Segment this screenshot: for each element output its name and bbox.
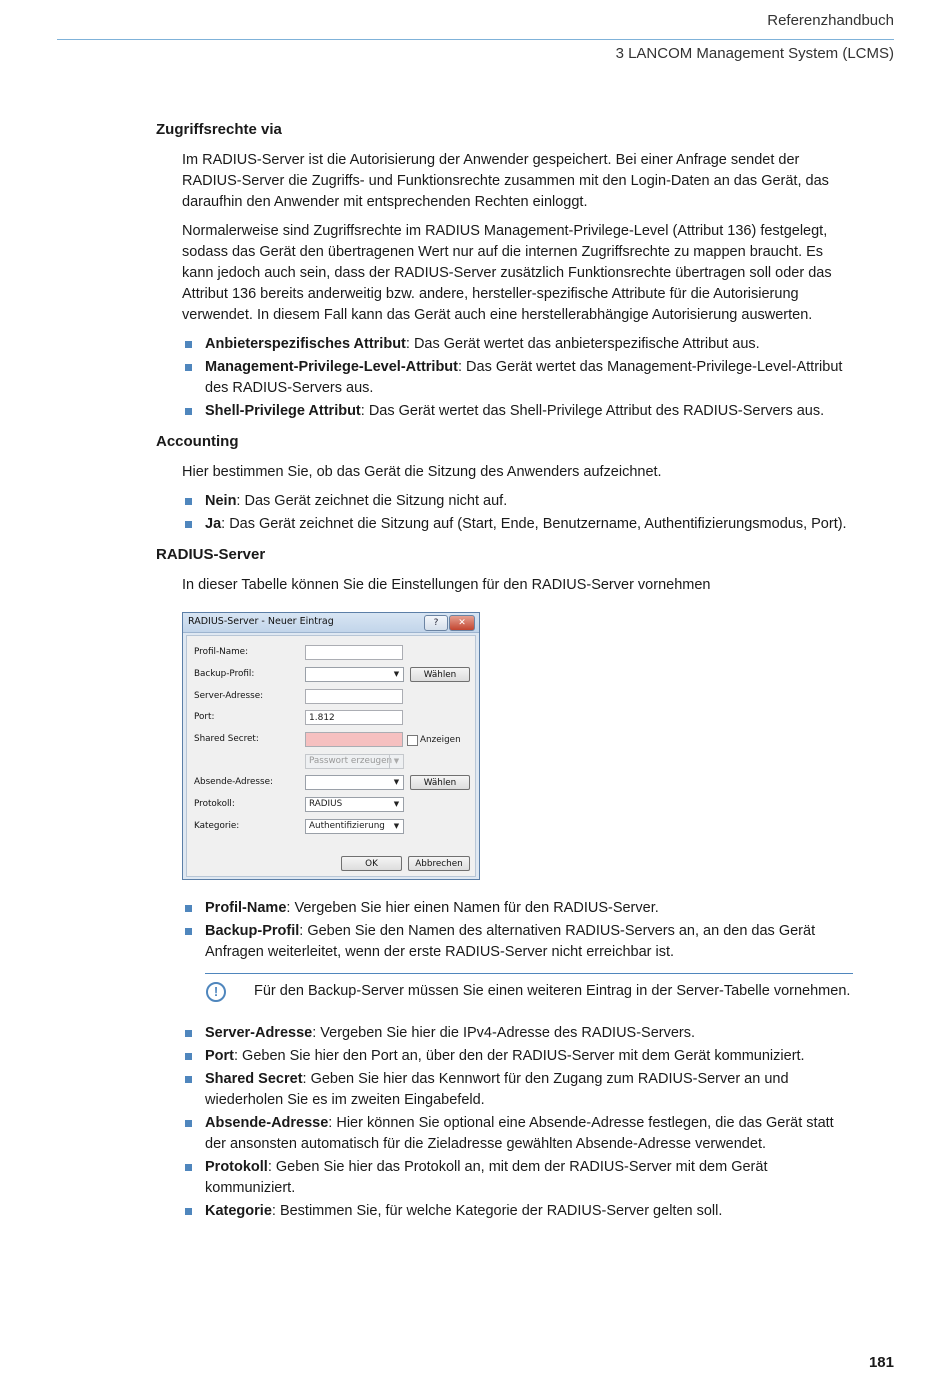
description: : Bestimmen Sie, für welche Kategorie der RADIUS-Server gelten soll.	[271, 1203, 723, 1219]
term: Port	[205, 1048, 234, 1064]
list-item	[182, 491, 853, 512]
category-label: Kategorie:	[194, 821, 240, 831]
term: Absende-Adresse	[205, 1115, 329, 1131]
list-item	[182, 1157, 853, 1199]
backup-profile-choose-button[interactable]: Wählen	[410, 667, 470, 682]
protocol-value: RADIUS	[309, 799, 343, 809]
generate-password-button	[305, 754, 404, 769]
description: : Das Gerät wertet das Management-Privilege-Level-Attribut des RADIUS-Servers aus.	[205, 359, 843, 396]
bullet-icon	[185, 341, 192, 348]
term: Ja	[205, 516, 222, 532]
close-button[interactable]: ✕	[449, 615, 475, 631]
profile-name-label: Profil-Name:	[194, 647, 249, 657]
bullet-icon	[185, 1030, 192, 1037]
cancel-button[interactable]: Abbrechen	[408, 856, 470, 871]
bullet-icon	[185, 1164, 192, 1171]
main-content	[156, 118, 853, 1230]
sender-address-choose-button[interactable]: Wählen	[410, 775, 470, 790]
help-button[interactable]: ?	[424, 615, 448, 631]
bullet-list	[182, 334, 853, 422]
bullet-icon	[185, 498, 192, 505]
list-item	[182, 1023, 853, 1044]
paragraph: In dieser Tabelle können Sie die Einstellungen für den RADIUS-Server vornehmen	[182, 577, 711, 593]
page-number: 181	[868, 1354, 894, 1371]
list-item	[182, 514, 853, 535]
show-password-checkbox[interactable]	[407, 735, 418, 746]
category-select[interactable]	[305, 819, 404, 834]
list-item	[182, 898, 853, 919]
port-label: Port:	[194, 712, 215, 722]
chevron-down-icon: ▼	[393, 670, 400, 678]
term: Backup-Profil	[205, 923, 300, 939]
info-icon: !	[206, 982, 226, 1002]
description: : Das Gerät wertet das anbieterspezifische Attribut aus.	[405, 336, 760, 352]
bullet-icon	[185, 364, 192, 371]
category-value: Authentifizierung	[309, 821, 385, 831]
backup-profile-label: Backup-Profil:	[194, 669, 255, 679]
shared-secret-label: Shared Secret:	[194, 734, 259, 744]
term: Shared Secret	[205, 1071, 303, 1087]
term: Management-Privilege-Level-Attribut	[205, 359, 458, 375]
term: Profil-Name	[205, 900, 287, 916]
port-input[interactable]: 1.812	[305, 710, 403, 725]
generate-password-label: Passwort erzeugen	[309, 756, 393, 766]
list-item	[182, 334, 853, 355]
list-item	[182, 1201, 853, 1222]
server-address-input[interactable]	[305, 689, 403, 704]
dialog-body	[186, 635, 476, 877]
heading-radius-server: RADIUS-Server	[156, 546, 266, 563]
list-item	[182, 401, 853, 422]
sender-address-label: Absende-Adresse:	[194, 777, 273, 787]
chevron-down-icon: ▼	[393, 778, 400, 786]
bullet-icon	[185, 928, 192, 935]
term: Protokoll	[205, 1159, 268, 1175]
protocol-select[interactable]	[305, 797, 404, 812]
list-item	[182, 1069, 853, 1111]
description: : Hier können Sie optional eine Absende-Adresse festlegen, die das Gerät statt der ansonsten automatisch für die Zieladresse gewählten Absende-Adresse verwendet.	[205, 1115, 834, 1152]
bullet-icon	[185, 521, 192, 528]
sender-address-select[interactable]	[305, 775, 404, 790]
bullet-icon	[185, 1208, 192, 1215]
description: : Geben Sie den Namen des alternativen RADIUS-Servers an, an den das Gerät Anfragen weiterleitet, wenn der erste RADIUS-Server nicht erreichbar ist.	[205, 923, 816, 960]
dialog-titlebar	[183, 613, 479, 633]
backup-profile-select[interactable]	[305, 667, 404, 682]
description: : Das Gerät zeichnet die Sitzung auf (Start, Ende, Benutzername, Authentifizierungsmodus, Port).	[221, 516, 847, 532]
heading-accounting: Accounting	[156, 433, 239, 450]
description: : Vergeben Sie hier die IPv4-Adresse des RADIUS-Servers.	[312, 1025, 696, 1041]
list-item	[182, 921, 853, 963]
description: : Geben Sie hier das Kennwort für den Zugang zum RADIUS-Server an und wiederholen Sie es im zweiten Eingabefeld.	[205, 1071, 789, 1108]
description: : Das Gerät wertet das Shell-Privilege Attribut des RADIUS-Servers aus.	[360, 403, 825, 419]
protocol-label: Protokoll:	[194, 799, 235, 809]
dialog-title: RADIUS-Server - Neuer Eintrag	[188, 616, 334, 627]
bullet-list	[182, 491, 853, 535]
term: Nein	[205, 493, 237, 509]
chevron-down-icon: ▼	[389, 755, 403, 768]
paragraph: Im RADIUS-Server ist die Autorisierung der Anwender gespeichert. Bei einer Anfrage sendet der RADIUS-Server die Zugriffs- und Funktionsrechte zusammen mit den Login-Daten an das Gerät, das daraufhin den Anwender mit entsprechenden Rechten einloggt.	[182, 152, 829, 210]
bullet-list	[182, 898, 853, 963]
show-password-label: Anzeigen	[420, 735, 461, 745]
term: Server-Adresse	[205, 1025, 313, 1041]
radius-server-dialog	[182, 612, 480, 880]
header-rule	[57, 39, 894, 40]
list-item	[182, 1113, 853, 1155]
shared-secret-input[interactable]	[305, 732, 403, 747]
note-box	[205, 973, 853, 1013]
page-header-title: Referenzhandbuch	[767, 12, 894, 29]
term: Kategorie	[205, 1203, 272, 1219]
bullet-icon	[185, 905, 192, 912]
list-item	[182, 357, 853, 399]
chevron-down-icon: ▼	[393, 800, 400, 808]
description: : Das Gerät zeichnet die Sitzung nicht auf.	[236, 493, 508, 509]
bullet-icon	[185, 1053, 192, 1060]
heading-zugriffsrechte: Zugriffsrechte via	[156, 121, 282, 138]
page-header-section: 3 LANCOM Management System (LCMS)	[615, 45, 894, 62]
chevron-down-icon: ▼	[393, 822, 400, 830]
term: Shell-Privilege Attribut	[205, 403, 361, 419]
description: : Geben Sie hier das Protokoll an, mit dem der RADIUS-Server mit dem Gerät kommuniziert.	[205, 1159, 768, 1196]
server-address-label: Server-Adresse:	[194, 691, 264, 701]
bullet-icon	[185, 1076, 192, 1083]
profile-name-input[interactable]	[305, 645, 403, 660]
bullet-icon	[185, 1120, 192, 1127]
description: : Vergeben Sie hier einen Namen für den RADIUS-Server.	[286, 900, 659, 916]
paragraph: Normalerweise sind Zugriffsrechte im RADIUS Management-Privilege-Level (Attribut 136) festgelegt, sodass das Gerät den übertragenen Wert nur auf die internen Zugriffsrechte zu mappen braucht. Es kann jedoch auch sein, dass der RADIUS-Server zusätzlich Funktionsrechte übertragen soll oder das Attribut 136 bereits anderweitig bzw. andere, hersteller-spezifische Attribute für die Autorisierung verwendet. In diesem Fall kann das Gerät auch eine herstellerabhängige Autorisierung auswerten.	[182, 223, 832, 323]
description: : Geben Sie hier den Port an, über den der RADIUS-Server mit dem Gerät kommuniziert.	[234, 1048, 805, 1064]
paragraph: Hier bestimmen Sie, ob das Gerät die Sitzung des Anwenders aufzeichnet.	[182, 464, 662, 480]
bullet-list	[182, 1023, 853, 1222]
note-text: Für den Backup-Server müssen Sie einen weiteren Eintrag in der Server-Tabelle vornehmen.	[254, 983, 851, 999]
bullet-icon	[185, 408, 192, 415]
term: Anbieterspezifisches Attribut	[205, 336, 406, 352]
list-item	[182, 1046, 853, 1067]
ok-button[interactable]: OK	[341, 856, 402, 871]
